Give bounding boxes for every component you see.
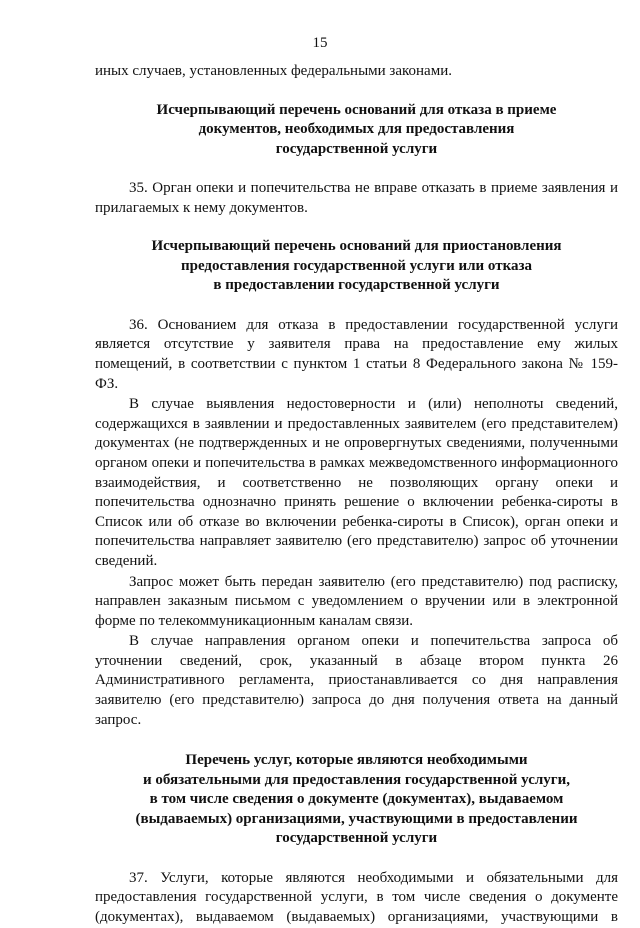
- paragraph-37: 37. Услуги, которые являются необходимыми и обязательными для предоставления государственной услуги, в том числе сведения о документе (документах), выдаваемом (выдаваемых) организациями, участвующими в: [95, 869, 618, 925]
- heading-line: документов, необходимых для предоставления: [198, 121, 515, 138]
- heading-line: предоставления государственной услуги или отказа: [180, 257, 533, 274]
- heading-refusal-acceptance: [95, 101, 618, 160]
- intro-line: иных случаев, установленных федеральными законами.: [95, 63, 452, 79]
- paragraph-36-inaccuracy: В случае выявления недостоверности и (или) неполноты сведений, содержащихся в заявлении и предоставленных заявителем (его представителем) документах (не подтвержденных и не опровергнутых сведениями, полученными органом опеки и попечительства в рамках межведомственного информационного взаимодействия, и соответственно не позволяющих органу опеки и попечительства однозначно принять решение о включении ребенка-сироты в Список или об отказе во включении ребенка-сироты в Список), орган опеки и попечительства направляет заявителю (его представителю) запрос об уточнении сведений.: [95, 396, 618, 569]
- paragraph-36: 36. Основанием для отказа в предоставлении государственной услуги является отсутствие у заявителя права на предоставление ему жилых помещений, в соответствии с пунктом 1 статьи 8 Федерального закона № 159-ФЗ.: [95, 316, 618, 392]
- heading-line: Исчерпывающий перечень оснований для приостановления: [151, 238, 562, 255]
- heading-required-services: [95, 751, 618, 849]
- heading-line: в том числе сведения о документе (документах), выдаваемом: [149, 791, 564, 808]
- paragraph-35: 35. Орган опеки и попечительства не вправе отказать в приеме заявления и прилагаемых к нему документов.: [95, 180, 618, 216]
- document-body: [95, 62, 618, 928]
- heading-line: Исчерпывающий перечень оснований для отказа в приеме: [156, 101, 557, 118]
- heading-suspension-refusal: [95, 237, 618, 296]
- heading-line: и обязательными для предоставления государственной услуги,: [142, 771, 570, 788]
- heading-line: государственной услуги: [275, 140, 438, 157]
- paragraph-36-suspension: В случае направления органом опеки и попечительства запроса об уточнении сведений, срок, указанный в абзаце втором пункта 26 Административного регламента, приостанавливается со дня направления заявителю (его представителю) запроса до дня получения ответа на данный запрос.: [95, 633, 618, 728]
- heading-line: государственной услуги: [275, 830, 438, 847]
- heading-line: в предоставлении государственной услуги: [213, 277, 500, 294]
- page-number: 15: [312, 35, 328, 51]
- heading-line: Перечень услуг, которые являются необходимыми: [185, 752, 528, 769]
- paragraph-36-request-delivery: Запрос может быть передан заявителю (его представителю) под расписку, направлен заказным письмом с уведомлением о вручении или в электронной форме по телекоммуникационным каналам связи.: [95, 573, 618, 629]
- heading-line: (выдаваемых) организациями, участвующими в предоставлении: [135, 810, 578, 827]
